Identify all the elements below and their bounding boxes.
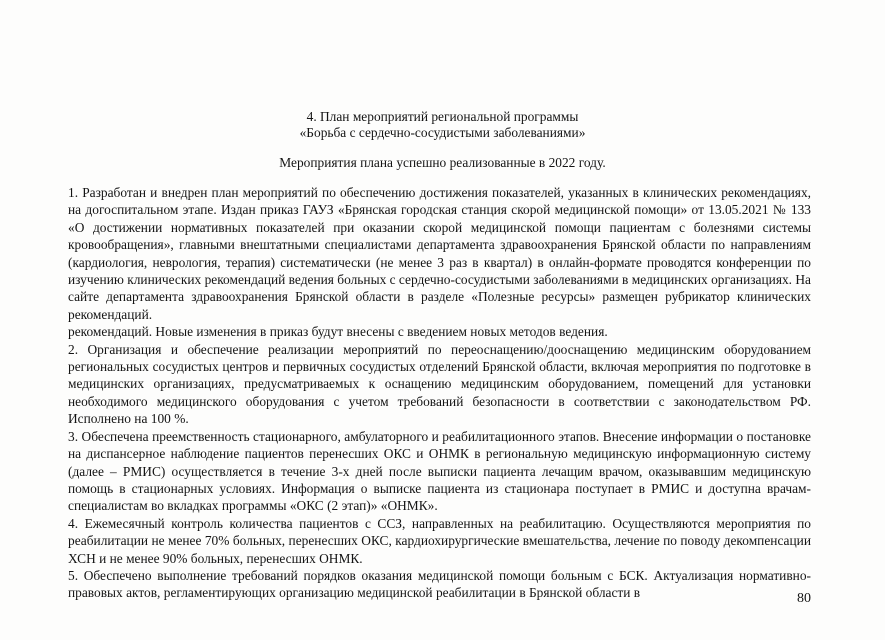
document-body	[68, 184, 811, 602]
paragraph-2: 2. Организация и обеспечение реализации мероприятий по переоснащению/дооснащению медицинским оборудованием региональных сосудистых центров и первичных сосудистых отделений Брянской области, включая мероприятия по подготовке в медицинских организациях, предусматриваемых к оснащению медицинским оборудованием, помещений для установки необходимого медицинского оборудования с учетом требований безопасности в соответствии с законодательством РФ. Исполнено на 100 %.	[68, 341, 811, 427]
page-number: 80	[797, 591, 811, 606]
section-subtitle: Мероприятия плана успешно реализованные в 2022 году.	[279, 155, 606, 170]
section-title: 4. План мероприятий региональной программы	[306, 109, 579, 124]
paragraph-1: 1. Разработан и внедрен план мероприятий по обеспечению достижения показателей, указанных в клинических рекомендациях, на догоспитальном этапе. Издан приказ ГАУЗ «Брянская городская станция скорой медицинской помощи» от 13.05.2021 № 133 «О достижении нормативных показателей при оказании скорой медицинской помощи пациентам с болезнями системы кровообращения», главными внештатными специалистами департамента здравоохранения Брянской области по направлениям (кардиология, неврология, терапия) систематически (не менее 3 раз в квартал) в онлайн-формате проводятся конференции по изучению клинических рекомендаций ведения больных с сердечно-сосудистыми заболеваниями в медицинских организациях. На сайте департамента здравоохранения Брянской области в разделе «Полезные ресурсы» размещен рубрикатор клинических рекомендаций.	[68, 185, 811, 322]
paragraph-3: 3. Обеспечена преемственность стационарного, амбулаторного и реабилитационного этапов. Внесение информации о постановке на диспансерное наблюдение пациентов перенесших ОКС и ОНМК в региональную медицинскую информационную систему (далее – РМИС) осуществляется в течение 3-х дней после выписки пациента лечащим врачом, оказывавшим медицинскую помощь в стационарных условиях. Информация о выписке пациента из стационара поступает в РМИС и доступна врачам-специалистам во вкладках программы «ОКС (2 этап)» «ОНМК».	[68, 428, 811, 514]
paragraph-5: 5. Обеспечено выполнение требований порядков оказания медицинской помощи больным с БСК. Актуализация нормативно-правовых актов, регламентирующих организацию медицинской реабилитации в Брянской области в	[68, 567, 811, 601]
paragraph-4: 4. Ежемесячный контроль количества пациентов с ССЗ, направленных на реабилитацию. Осуществляются мероприятия по реабилитации не менее 70% больных, перенесших ОКС, кардиохирургические вмешательства, лечение по поводу декомпенсации ХСН и не менее 90% больных, перенесших ОНМК.	[68, 515, 811, 566]
program-name: «Борьба с сердечно-сосудистыми заболеваниями»	[299, 125, 586, 140]
paragraph-1-continuation: рекомендаций. Новые изменения в приказ будут внесены с введением новых методов ведения.	[68, 324, 608, 340]
